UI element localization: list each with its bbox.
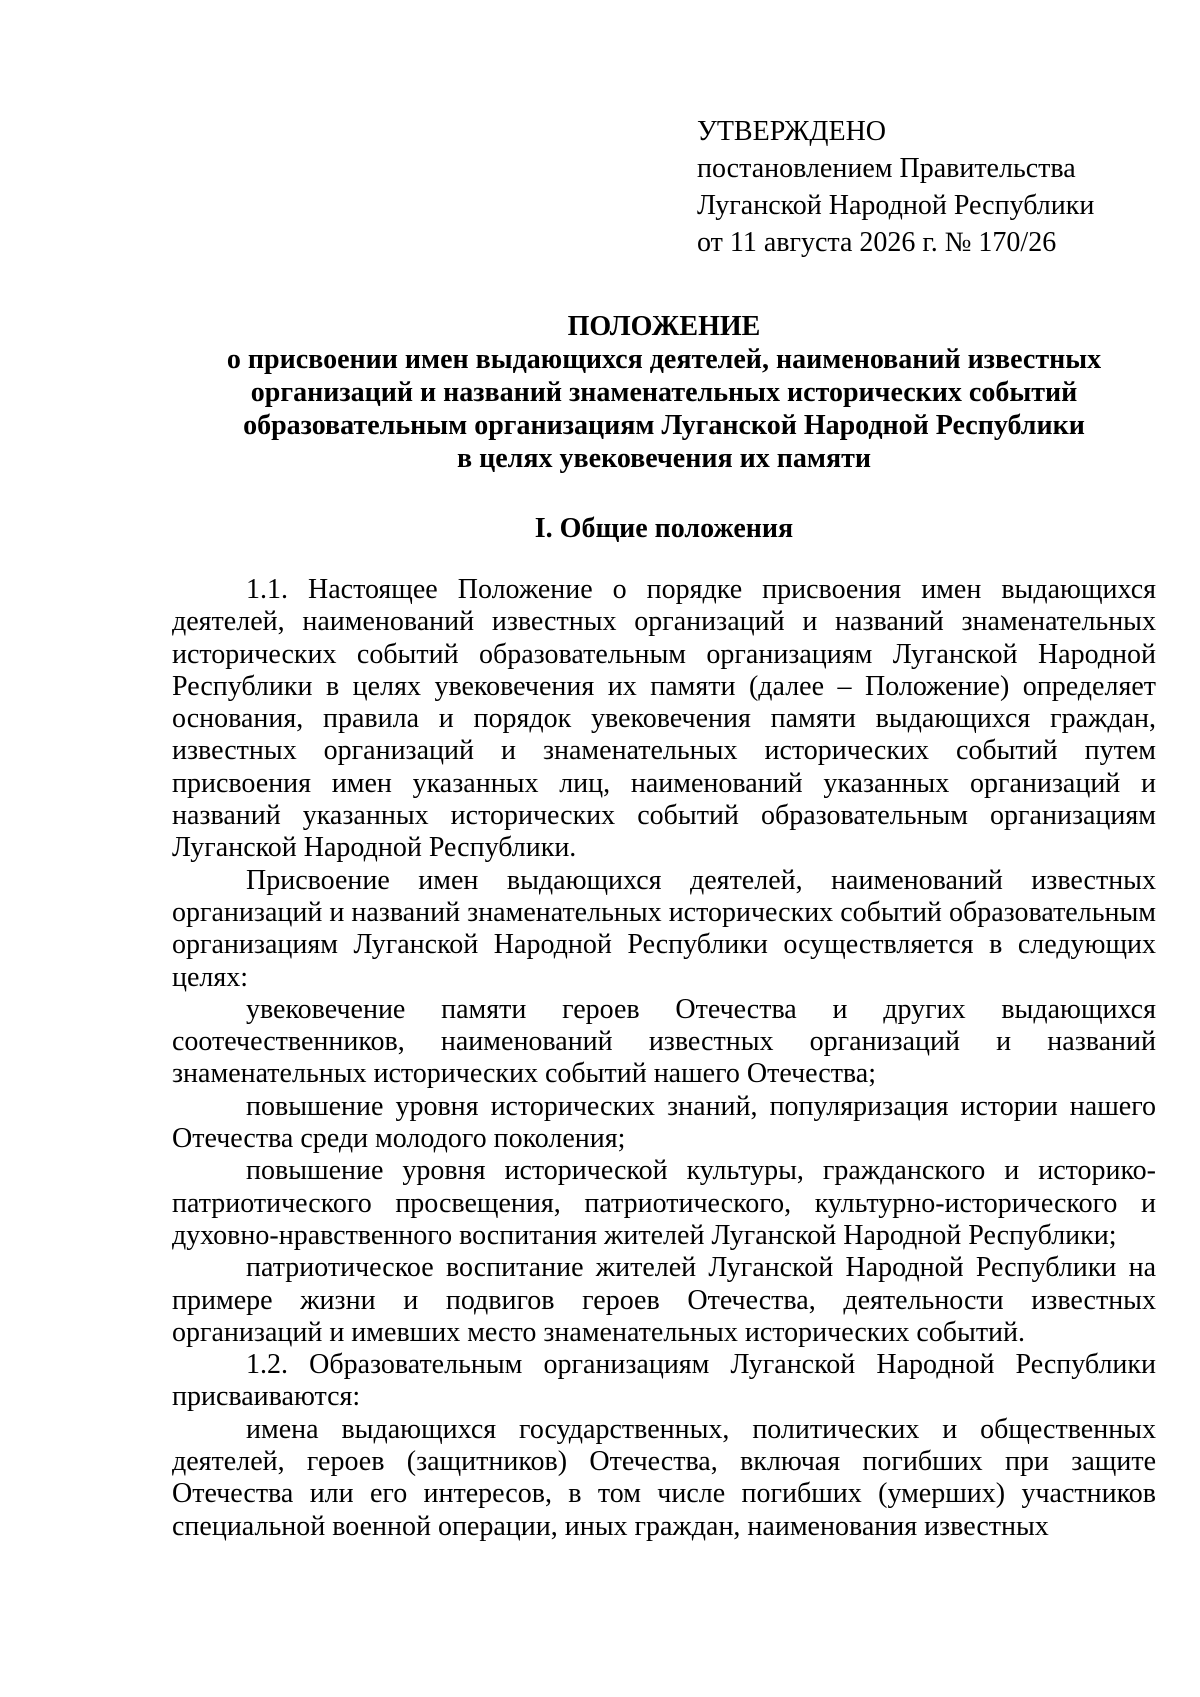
section-heading: I. Общие положения	[534, 513, 794, 544]
document-title-block	[172, 310, 1156, 475]
document-subtitle-line: организаций и названий знаменательных исторических событий	[250, 377, 1078, 408]
paragraph-purpose-item: патриотическое воспитание жителей Луганской Народной Республики на примере жизни и подвигов героев Отечества, деятельности известных организаций и имевших место знаменательных исторических событий.	[172, 1252, 1156, 1348]
approval-republic: Луганской Народной Республики	[697, 190, 1095, 221]
paragraph-purpose-item: повышение уровня исторических знаний, популяризация истории нашего Отечества среди молодого поколения;	[172, 1090, 1156, 1155]
document-subtitle-line: образовательным организациям Луганской Народной Республики	[243, 410, 1085, 441]
approval-authority: постановлением Правительства	[697, 153, 1076, 184]
document-subtitle-line: о присвоении имен выдающихся деятелей, наименований известных	[226, 344, 1102, 375]
paragraph-purpose-item: увековечение памяти героев Отечества и других выдающихся соотечественников, наименований известных организаций и названий знаменательных исторических событий нашего Отечества;	[172, 993, 1156, 1090]
approval-label: УТВЕРЖДЕНО	[697, 116, 887, 147]
document-title: ПОЛОЖЕНИЕ	[567, 311, 761, 342]
document-subtitle-line: в целях увековечения их памяти	[456, 443, 871, 474]
approval-date-number: от 11 августа 2026 г. № 170/26	[697, 227, 1057, 258]
approval-stamp-block	[697, 113, 1157, 261]
paragraph-purposes-intro: Присвоение имен выдающихся деятелей, наименований известных организаций и названий знаменательных исторических событий образовательным организациям Луганской Народной Республики осуществляется в следующих целях:	[172, 864, 1156, 993]
paragraph-1-1: 1.1. Настоящее Положение о порядке присвоения имен выдающихся деятелей, наименований известных организаций и названий знаменательных исторических событий образовательным организациям Луганской Народной Республики в целях увековечения их памяти (далее – Положение) определяет основания, правила и порядок увековечения памяти выдающихся граждан, известных организаций и знаменательных исторических событий путем присвоения имен указанных лиц, наименований указанных организаций и названий указанных исторических событий образовательным организациям Луганской Народной Республики.	[172, 574, 1156, 864]
paragraph-1-2: 1.2. Образовательным организациям Луганской Народной Республики присваиваются:	[172, 1349, 1156, 1413]
paragraph-assigned-names: имена выдающихся государственных, политических и общественных деятелей, героев (защитников) Отечества, включая погибших при защите Отечества или его интересов, в том числе погибших (умерших) участников специальной военной операции, иных граждан, наименования известных	[172, 1413, 1156, 1542]
document-body	[172, 574, 1156, 1543]
paragraph-purpose-item: повышение уровня исторической культуры, гражданского и историко-патриотического просвещения, патриотического, культурно-исторического и духовно-нравственного воспитания жителей Луганской Народной Республики;	[172, 1155, 1156, 1251]
